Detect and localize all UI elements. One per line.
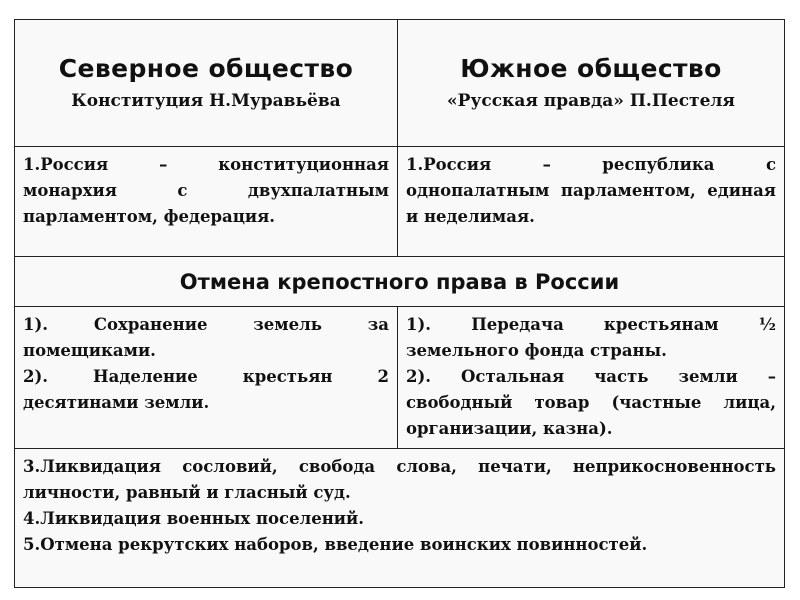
north-land-cell [15,307,398,448]
north-society-title: Северное общество [58,54,354,83]
common-points-cell [15,449,784,587]
header-row [15,20,784,147]
north-state-structure-text: 1.Россия – конституционная монархия с двухпалатным парламентом, федерация. [23,155,389,226]
serfdom-banner-row [15,257,784,307]
common-point: 3.Ликвидация сословий, свобода слова, печати, неприкосновенность личности, равный и гласный суд. [23,457,776,502]
south-society-title: Южное общество [460,54,722,83]
south-russkaya-pravda-subtitle: «Русская правда» П.Пестеля [447,91,735,111]
south-land-item: 1). Передача крестьянам ½ земельного фонда страны. [406,315,776,360]
north-society-header [15,20,398,146]
south-society-header [398,20,784,146]
south-state-structure-cell [398,147,784,256]
south-land-cell [398,307,784,448]
common-point: 4.Ликвидация военных поселений. [23,509,365,528]
north-land-item: 2). Наделение крестьян 2 десятинами земли. [23,367,389,412]
north-land-item: 1). Сохранение земель за помещиками. [23,315,389,360]
south-land-item: 2). Остальная часть земли – свободный товар (частные лица, организации, казна). [406,367,776,438]
state-structure-row [15,147,784,257]
north-state-structure-cell [15,147,398,256]
common-points-row [15,449,784,587]
serfdom-abolition-heading: Отмена крепостного права в России [179,269,620,294]
comparison-table [14,19,785,588]
common-point: 5.Отмена рекрутских наборов, введение воинских повинностей. [23,535,648,554]
south-state-structure-text: 1.Россия – республика с однопалатным парламентом, единая и неделимая. [406,155,776,226]
land-question-row [15,307,784,449]
north-constitution-subtitle: Конституция Н.Муравьёва [71,91,341,111]
